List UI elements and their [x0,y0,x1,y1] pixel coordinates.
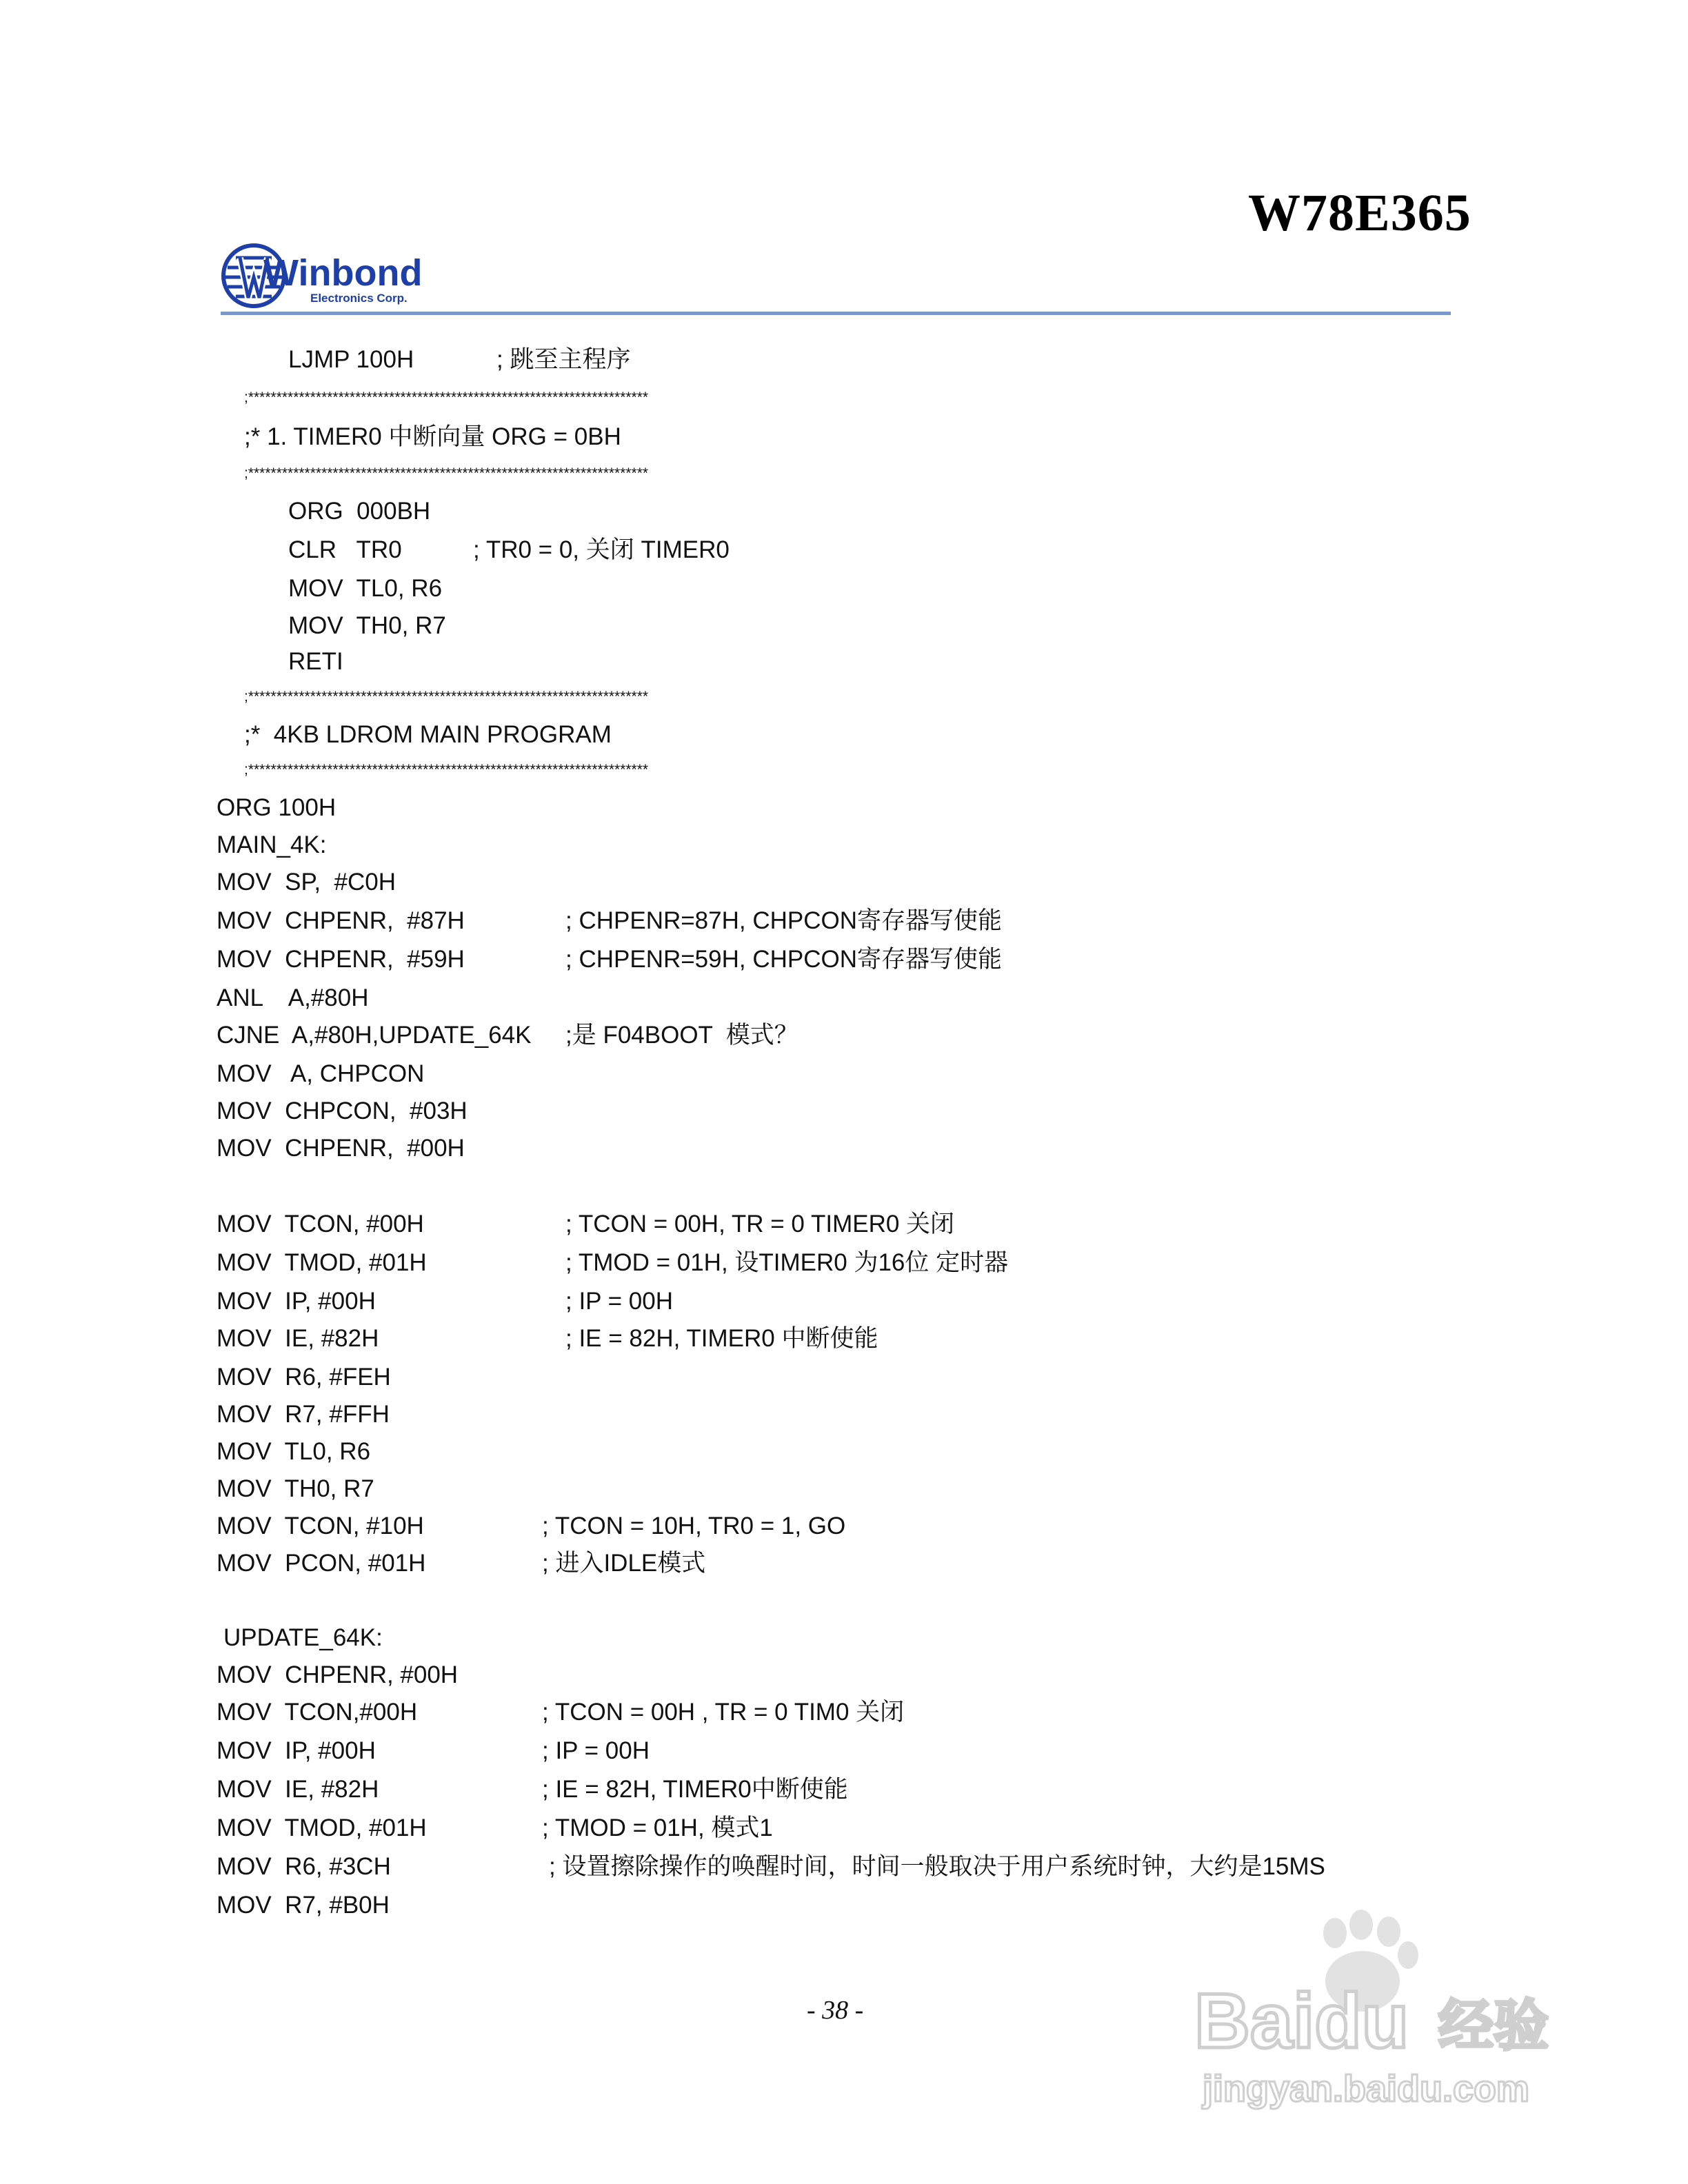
code-line-instr: MOV TMOD, #01H [217,1249,427,1276]
code-line-instr: MOV R7, #B0H [217,1892,390,1919]
code-line-comment: ; TMOD = 01H, 模式1 [542,1814,773,1841]
code-line-instr: CLR TR0 [288,536,402,563]
code-line-comment: ;* 4KB LDROM MAIN PROGRAM [244,721,612,748]
code-line-instr: MOV CHPENR, #59H [217,946,465,973]
code-line-comment: ; TCON = 00H , TR = 0 TIM0 关闭 [542,1699,905,1726]
code-line-comment: ; IP = 00H [565,1288,673,1315]
code-line-instr: MOV IP, #00H [217,1288,376,1315]
watermark-brand: Baidu [1194,1978,1409,2064]
code-line-comment: ; TMOD = 01H, 设TIMER0 为16位 定时器 [565,1249,1009,1276]
code-line-instr: MOV CHPCON, #03H [217,1098,468,1124]
code-line-comment: ; IP = 00H [542,1737,650,1764]
code-line-comment: ; 跳至主程序 [496,346,631,373]
code-line-comment: ; 设置擦除操作的唤醒时间，时间一般取决于用户系统时钟，大约是15MS [549,1853,1325,1880]
page-title: W78E365 [1248,184,1471,242]
baidu-watermark [1192,1910,1578,2116]
page-number: - 38 - [807,1996,864,2025]
code-line-comment: ; IE = 82H, TIMER0 中断使能 [565,1325,878,1352]
code-line-comment: ; TCON = 00H, TR = 0 TIMER0 关闭 [565,1211,955,1237]
code-line-comment: ; IE = 82H, TIMER0中断使能 [542,1776,848,1803]
code-line-instr: MOV IE, #82H [217,1776,379,1803]
code-line-instr: ORG 000BH [288,498,431,525]
code-line-instr: MOV CHPENR, #00H [217,1135,465,1162]
logo-wordmark: Winbond [263,252,423,294]
code-line-instr: CJNE A,#80H,UPDATE_64K [217,1022,532,1049]
code-line-instr: MOV CHPENR, #87H [217,907,465,934]
code-line-instr: RETI [288,648,343,675]
code-line-comment: ; TR0 = 0, 关闭 TIMER0 [473,536,730,563]
separator-line: ;*********************************************************************** [244,689,649,705]
separator-line: ;*********************************************************************** [244,465,649,481]
code-line-comment: ; TCON = 10H, TR0 = 1, GO [542,1513,846,1539]
code-line-instr: MOV PCON, #01H [217,1550,426,1577]
code-line-instr: ORG 100H [217,794,336,821]
watermark-url: jingyan.baidu.com [1203,2068,1530,2110]
code-line-instr: MOV R6, #FEH [217,1364,391,1391]
code-line-instr: MOV TCON, #10H [217,1513,424,1539]
code-line-comment: ; CHPENR=87H, CHPCON寄存器写使能 [565,907,1003,934]
code-line-comment: ;是 F04BOOT 模式？ [565,1022,798,1049]
code-line-instr: MOV A, CHPCON [217,1060,425,1087]
code-line-instr: MOV TL0, R6 [288,575,443,602]
separator-line: ;*********************************************************************** [244,390,649,405]
code-line-comment: ; CHPENR=59H, CHPCON寄存器写使能 [565,946,1003,973]
code-line-instr: MOV TL0, R6 [217,1438,371,1465]
code-line-instr: MOV TMOD, #01H [217,1814,427,1841]
watermark-cn: 经验 [1438,1994,1549,2058]
code-line-instr: MOV R6, #3CH [217,1853,391,1880]
code-line-instr: MOV IP, #00H [217,1737,376,1764]
code-line-label: UPDATE_64K: [223,1624,383,1651]
code-line-instr: MOV TCON, #00H [217,1211,424,1237]
code-line-instr: MOV TH0, R7 [217,1475,374,1502]
separator-line: ;*********************************************************************** [244,762,649,778]
logo-subtext: Electronics Corp. [310,292,408,305]
code-line-instr: LJMP 100H [288,346,414,373]
code-line-instr: MOV CHPENR, #00H [217,1661,459,1688]
code-line-instr: MOV R7, #FFH [217,1401,390,1428]
code-line-instr: MOV TCON,#00H [217,1699,418,1726]
code-line-instr: ANL A,#80H [217,984,369,1011]
code-line-instr: MOV IE, #82H [217,1325,379,1352]
code-line-comment: ;* 1. TIMER0 中断向量 ORG = 0BH [244,423,621,450]
code-line-comment: ; 进入IDLE模式 [542,1550,706,1577]
code-line-label: MAIN_4K: [217,831,327,858]
code-line-instr: MOV TH0, R7 [288,612,446,639]
code-line-instr: MOV SP, #C0H [217,869,396,896]
